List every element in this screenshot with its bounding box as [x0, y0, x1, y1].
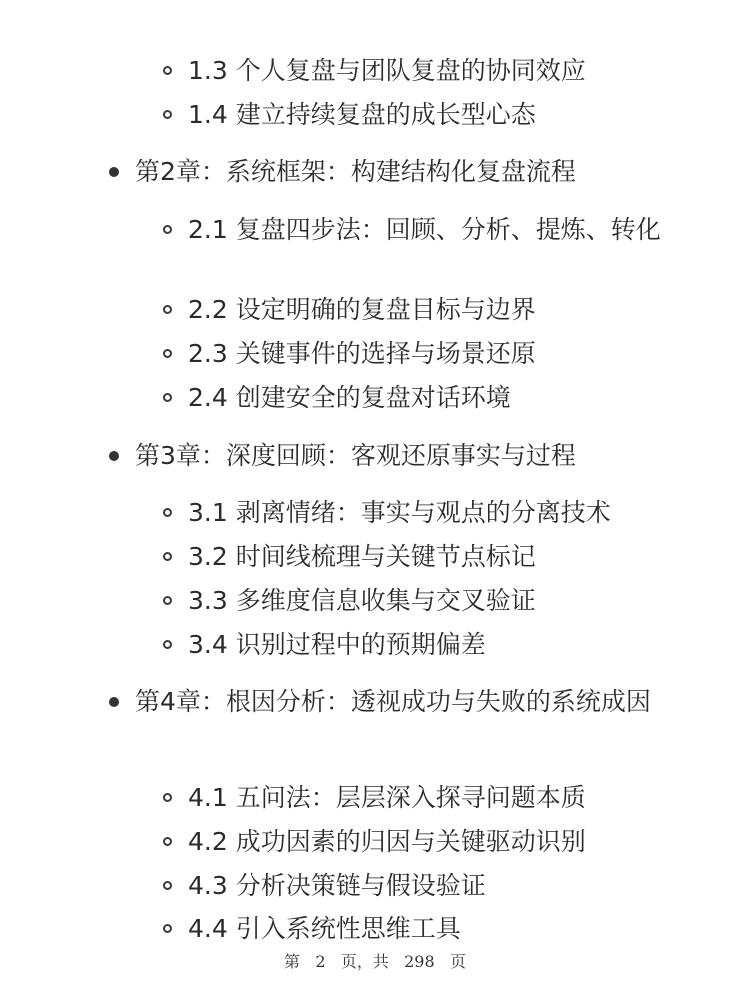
toc-chapter-2: [135, 150, 660, 194]
toc-section-text: 3.3 多维度信息收集与交叉验证: [188, 586, 536, 615]
hollow-bullet-icon: [163, 225, 172, 234]
toc-section-3-1: [188, 491, 668, 535]
toc-section-4-4: [188, 907, 668, 951]
toc-section-4-2: [188, 820, 668, 864]
toc-section-2-2: [188, 288, 668, 332]
hollow-bullet-icon: [163, 393, 172, 402]
toc-chapter-4: [135, 680, 660, 724]
footer-suffix: 页: [449, 952, 466, 971]
toc-chapter-3: [135, 434, 660, 478]
toc-section-2-4: [188, 376, 668, 420]
page-number: 2: [315, 952, 326, 971]
toc-section-text: 4.3 分析决策链与假设验证: [188, 871, 486, 900]
toc-chapter-text: 第3章：深度回顾：客观还原事实与过程: [135, 441, 576, 470]
toc-section-1-4: [188, 93, 668, 137]
filled-bullet-icon: [109, 697, 119, 707]
hollow-bullet-icon: [163, 596, 172, 605]
toc-section-3-2: [188, 535, 668, 579]
hollow-bullet-icon: [163, 924, 172, 933]
hollow-bullet-icon: [163, 66, 172, 75]
toc-section-4-1: [188, 776, 668, 820]
hollow-bullet-icon: [163, 552, 172, 561]
toc-section-text: 3.1 剥离情绪：事实与观点的分离技术: [188, 498, 611, 527]
toc-section-text: 3.2 时间线梳理与关键节点标记: [188, 542, 536, 571]
toc-section-text: 4.4 引入系统性思维工具: [188, 914, 461, 943]
footer-prefix: 第: [284, 952, 301, 971]
toc-section-2-3: [188, 332, 668, 376]
page-footer: [0, 950, 750, 974]
hollow-bullet-icon: [163, 110, 172, 119]
toc-section-text: 2.2 设定明确的复盘目标与边界: [188, 295, 536, 324]
toc-section-text: 1.4 建立持续复盘的成长型心态: [188, 100, 536, 129]
toc-section-text: 4.2 成功因素的归因与关键驱动识别: [188, 827, 586, 856]
hollow-bullet-icon: [163, 305, 172, 314]
toc-section-text: 2.1 复盘四步法：回顾、分析、提炼、转化: [188, 215, 661, 244]
toc-chapter-text: 第4章：根因分析：透视成功与失败的系统成因: [135, 687, 651, 716]
hollow-bullet-icon: [163, 837, 172, 846]
total-pages: 298: [404, 952, 435, 971]
toc-section-text: 1.3 个人复盘与团队复盘的协同效应: [188, 56, 586, 85]
toc-section-text: 4.1 五问法：层层深入探寻问题本质: [188, 783, 586, 812]
hollow-bullet-icon: [163, 508, 172, 517]
hollow-bullet-icon: [163, 793, 172, 802]
toc-section-1-3: [188, 49, 668, 93]
toc-section-text: 2.4 创建安全的复盘对话环境: [188, 383, 511, 412]
footer-middle: 页，共: [340, 952, 389, 971]
toc-section-3-3: [188, 579, 668, 623]
hollow-bullet-icon: [163, 349, 172, 358]
hollow-bullet-icon: [163, 640, 172, 649]
toc-chapter-text: 第2章：系统框架：构建结构化复盘流程: [135, 157, 576, 186]
toc-section-text: 2.3 关键事件的选择与场景还原: [188, 339, 536, 368]
toc-section-4-3: [188, 864, 668, 908]
filled-bullet-icon: [109, 167, 119, 177]
filled-bullet-icon: [109, 451, 119, 461]
hollow-bullet-icon: [163, 881, 172, 890]
toc-section-text: 3.4 识别过程中的预期偏差: [188, 630, 486, 659]
toc-section-2-1: [188, 208, 668, 252]
toc-section-3-4: [188, 623, 668, 667]
